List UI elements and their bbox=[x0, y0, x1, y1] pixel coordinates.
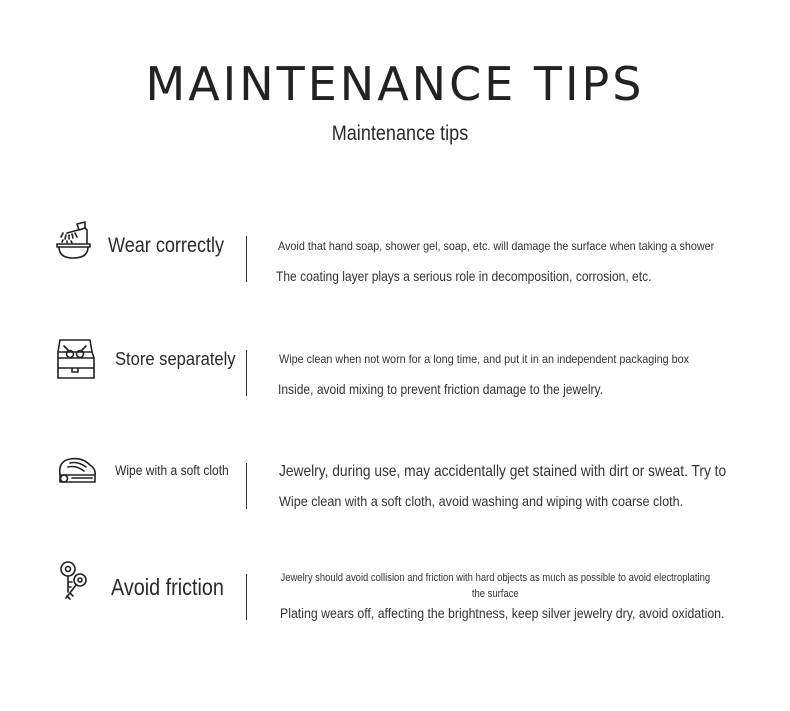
keys-icon bbox=[58, 560, 92, 602]
tip-line-1: Wipe clean when not worn for a long time, and put it in an independent packaging box bbox=[279, 352, 690, 366]
tip-divider bbox=[246, 236, 247, 282]
tip-label: Avoid friction bbox=[111, 574, 224, 600]
tip-label: Store separately bbox=[115, 349, 236, 369]
tip-divider bbox=[246, 574, 247, 620]
tip-line-1: Avoid that hand soap, shower gel, soap, etc. will damage the surface when taking a shower bbox=[278, 239, 715, 253]
tip-label: Wear correctly bbox=[108, 234, 225, 257]
tip-line-2: Plating wears off, affecting the brightness, keep silver jewelry dry, avoid oxidation. bbox=[280, 605, 725, 621]
tip-divider bbox=[246, 350, 247, 396]
tip-line-2: Wipe clean with a soft cloth, avoid washing and wiping with coarse cloth. bbox=[279, 493, 684, 509]
tip-line-2: The coating layer plays a serious role in decomposition, corrosion, etc. bbox=[276, 268, 652, 284]
tip-line-2: Inside, avoid mixing to prevent friction damage to the jewelry. bbox=[278, 381, 604, 397]
tip-avoid-friction bbox=[0, 558, 790, 638]
tip-label: Wipe with a soft cloth bbox=[115, 462, 229, 478]
tip-wipe-soft-cloth bbox=[0, 445, 790, 525]
tip-divider bbox=[246, 463, 247, 509]
folded-cloth-icon bbox=[56, 453, 98, 485]
tip-wear-correctly bbox=[0, 218, 790, 298]
tip-line-1: Jewelry, during use, may accidentally get stained with dirt or sweat. Try to bbox=[279, 463, 727, 480]
page-title: MAINTENANCE TIPS bbox=[145, 57, 645, 111]
page-subtitle: Maintenance tips bbox=[331, 122, 469, 145]
tip-store-separately bbox=[0, 332, 790, 412]
shower-basin-icon bbox=[55, 220, 93, 260]
jewelry-box-icon bbox=[56, 336, 96, 380]
tip-line-1: Jewelry should avoid collision and friction with hard objects as much as possible to avoid electroplating the surface bbox=[280, 572, 711, 600]
